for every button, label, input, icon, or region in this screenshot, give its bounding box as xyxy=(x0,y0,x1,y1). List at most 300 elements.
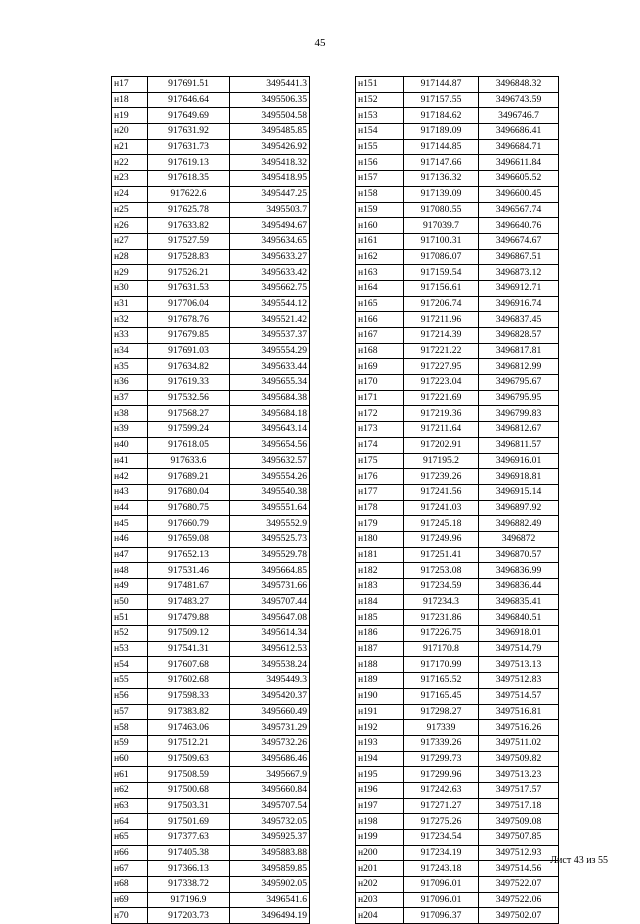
y-coordinate-cell: 3495707.44 xyxy=(230,594,310,610)
table-row xyxy=(356,265,559,281)
table-row xyxy=(356,328,559,344)
y-coordinate-cell: 3496872 xyxy=(479,531,559,547)
x-coordinate-cell: 917157.55 xyxy=(404,92,479,108)
x-coordinate-cell: 917366.13 xyxy=(148,861,230,877)
x-coordinate-cell: 917243.18 xyxy=(404,861,479,877)
y-coordinate-cell: 3495647.08 xyxy=(230,610,310,626)
table-row xyxy=(356,579,559,595)
point-id-cell: н65 xyxy=(112,830,148,846)
point-id-cell: н18 xyxy=(112,92,148,108)
y-coordinate-cell: 3496916.74 xyxy=(479,296,559,312)
y-coordinate-cell: 3495540.38 xyxy=(230,484,310,500)
x-coordinate-cell: 917338.72 xyxy=(148,877,230,893)
y-coordinate-cell: 3495494.67 xyxy=(230,218,310,234)
point-id-cell: н17 xyxy=(112,77,148,93)
y-coordinate-cell: 3495447.25 xyxy=(230,186,310,202)
point-id-cell: н54 xyxy=(112,657,148,673)
x-coordinate-cell: 917619.33 xyxy=(148,375,230,391)
y-coordinate-cell: 3495420.37 xyxy=(230,688,310,704)
x-coordinate-cell: 917223.04 xyxy=(404,375,479,391)
point-id-cell: н50 xyxy=(112,594,148,610)
point-id-cell: н166 xyxy=(356,312,404,328)
point-id-cell: н44 xyxy=(112,500,148,516)
point-id-cell: н169 xyxy=(356,359,404,375)
point-id-cell: н27 xyxy=(112,233,148,249)
point-id-cell: н68 xyxy=(112,877,148,893)
coordinates-table-left xyxy=(111,76,310,924)
x-coordinate-cell: 917221.22 xyxy=(404,343,479,359)
y-coordinate-cell: 3495525.73 xyxy=(230,531,310,547)
table-row xyxy=(112,531,310,547)
point-id-cell: н163 xyxy=(356,265,404,281)
table-row xyxy=(356,782,559,798)
table-row xyxy=(112,673,310,689)
x-coordinate-cell: 917541.31 xyxy=(148,641,230,657)
table-row xyxy=(356,233,559,249)
table-row xyxy=(112,610,310,626)
x-coordinate-cell: 917532.56 xyxy=(148,390,230,406)
table-row xyxy=(112,767,310,783)
table-row xyxy=(356,422,559,438)
point-id-cell: н57 xyxy=(112,704,148,720)
x-coordinate-cell: 917501.69 xyxy=(148,814,230,830)
point-id-cell: н30 xyxy=(112,280,148,296)
y-coordinate-cell: 3497502.07 xyxy=(479,908,559,924)
point-id-cell: н34 xyxy=(112,343,148,359)
table-row xyxy=(112,343,310,359)
table-row xyxy=(112,437,310,453)
table-row xyxy=(112,626,310,642)
y-coordinate-cell: 3495529.78 xyxy=(230,547,310,563)
table-row xyxy=(356,280,559,296)
point-id-cell: н28 xyxy=(112,249,148,265)
y-coordinate-cell: 3497511.02 xyxy=(479,735,559,751)
table-row xyxy=(356,359,559,375)
y-coordinate-cell: 3495632.57 xyxy=(230,453,310,469)
table-row xyxy=(112,861,310,877)
y-coordinate-cell: 3497509.08 xyxy=(479,814,559,830)
x-coordinate-cell: 917139.09 xyxy=(404,186,479,202)
x-coordinate-cell: 917234.19 xyxy=(404,845,479,861)
y-coordinate-cell: 3496836.44 xyxy=(479,579,559,595)
table-row xyxy=(112,484,310,500)
y-coordinate-cell: 3495732.05 xyxy=(230,814,310,830)
x-coordinate-cell: 917631.53 xyxy=(148,280,230,296)
x-coordinate-cell: 917659.08 xyxy=(148,531,230,547)
x-coordinate-cell: 917463.06 xyxy=(148,720,230,736)
table-row xyxy=(112,877,310,893)
y-coordinate-cell: 3495633.44 xyxy=(230,359,310,375)
x-coordinate-cell: 917096.37 xyxy=(404,908,479,924)
table-row xyxy=(356,296,559,312)
point-id-cell: н162 xyxy=(356,249,404,265)
x-coordinate-cell: 917080.55 xyxy=(404,202,479,218)
point-id-cell: н22 xyxy=(112,155,148,171)
x-coordinate-cell: 917527.59 xyxy=(148,233,230,249)
point-id-cell: н203 xyxy=(356,892,404,908)
y-coordinate-cell: 3496915.14 xyxy=(479,484,559,500)
x-coordinate-cell: 917242.63 xyxy=(404,782,479,798)
point-id-cell: н153 xyxy=(356,108,404,124)
y-coordinate-cell: 3495554.26 xyxy=(230,469,310,485)
y-coordinate-cell: 3495686.46 xyxy=(230,751,310,767)
page-number: 45 xyxy=(314,37,326,49)
table-row xyxy=(112,563,310,579)
x-coordinate-cell: 917339.26 xyxy=(404,735,479,751)
table-row xyxy=(112,688,310,704)
x-coordinate-cell: 917483.27 xyxy=(148,594,230,610)
y-coordinate-cell: 3496812.67 xyxy=(479,422,559,438)
point-id-cell: н179 xyxy=(356,516,404,532)
table-row xyxy=(356,610,559,626)
y-coordinate-cell: 3496840.51 xyxy=(479,610,559,626)
point-id-cell: н175 xyxy=(356,453,404,469)
y-coordinate-cell: 3496848.32 xyxy=(479,77,559,93)
table-row xyxy=(356,484,559,500)
x-coordinate-cell: 917226.75 xyxy=(404,626,479,642)
point-id-cell: н182 xyxy=(356,563,404,579)
x-coordinate-cell: 917221.69 xyxy=(404,390,479,406)
table-row xyxy=(112,500,310,516)
point-id-cell: н24 xyxy=(112,186,148,202)
y-coordinate-cell: 3496541.6 xyxy=(230,892,310,908)
y-coordinate-cell: 3495612.53 xyxy=(230,641,310,657)
y-coordinate-cell: 3495925.37 xyxy=(230,830,310,846)
point-id-cell: н168 xyxy=(356,343,404,359)
x-coordinate-cell: 917528.83 xyxy=(148,249,230,265)
table-row xyxy=(112,390,310,406)
x-coordinate-cell: 917625.78 xyxy=(148,202,230,218)
y-coordinate-cell: 3496600.45 xyxy=(479,186,559,202)
table-row xyxy=(112,186,310,202)
point-id-cell: н46 xyxy=(112,531,148,547)
table-row xyxy=(112,782,310,798)
point-id-cell: н183 xyxy=(356,579,404,595)
table-row xyxy=(112,814,310,830)
y-coordinate-cell: 3496897.92 xyxy=(479,500,559,516)
table-row xyxy=(112,830,310,846)
y-coordinate-cell: 3495449.3 xyxy=(230,673,310,689)
y-coordinate-cell: 3496686.41 xyxy=(479,124,559,140)
table-row xyxy=(356,186,559,202)
y-coordinate-cell: 3495485.85 xyxy=(230,124,310,140)
y-coordinate-cell: 3496743.59 xyxy=(479,92,559,108)
y-coordinate-cell: 3496918.81 xyxy=(479,469,559,485)
table-row xyxy=(112,124,310,140)
table-row xyxy=(112,233,310,249)
y-coordinate-cell: 3495883.88 xyxy=(230,845,310,861)
table-row xyxy=(112,641,310,657)
coordinates-table-right xyxy=(355,76,559,924)
table-row xyxy=(112,280,310,296)
x-coordinate-cell: 917271.27 xyxy=(404,798,479,814)
x-coordinate-cell: 917299.96 xyxy=(404,767,479,783)
point-id-cell: н32 xyxy=(112,312,148,328)
y-coordinate-cell: 3496812.99 xyxy=(479,359,559,375)
point-id-cell: н60 xyxy=(112,751,148,767)
x-coordinate-cell: 917509.63 xyxy=(148,751,230,767)
point-id-cell: н156 xyxy=(356,155,404,171)
table-row xyxy=(112,108,310,124)
y-coordinate-cell: 3495551.64 xyxy=(230,500,310,516)
point-id-cell: н69 xyxy=(112,892,148,908)
table-row xyxy=(356,469,559,485)
point-id-cell: н204 xyxy=(356,908,404,924)
point-id-cell: н189 xyxy=(356,673,404,689)
x-coordinate-cell: 917189.09 xyxy=(404,124,479,140)
table-row xyxy=(112,77,310,93)
x-coordinate-cell: 917214.39 xyxy=(404,328,479,344)
point-id-cell: н185 xyxy=(356,610,404,626)
y-coordinate-cell: 3495504.58 xyxy=(230,108,310,124)
point-id-cell: н158 xyxy=(356,186,404,202)
point-id-cell: н180 xyxy=(356,531,404,547)
x-coordinate-cell: 917039.7 xyxy=(404,218,479,234)
point-id-cell: н164 xyxy=(356,280,404,296)
x-coordinate-cell: 917691.51 xyxy=(148,77,230,93)
y-coordinate-cell: 3497513.23 xyxy=(479,767,559,783)
table-row xyxy=(112,92,310,108)
table-row xyxy=(356,155,559,171)
table-row xyxy=(112,579,310,595)
y-coordinate-cell: 3495664.85 xyxy=(230,563,310,579)
table-row xyxy=(112,171,310,187)
y-coordinate-cell: 3495426.92 xyxy=(230,139,310,155)
table-row xyxy=(356,108,559,124)
table-row xyxy=(356,626,559,642)
table-row xyxy=(112,202,310,218)
point-id-cell: н196 xyxy=(356,782,404,798)
y-coordinate-cell: 3496799.83 xyxy=(479,406,559,422)
point-id-cell: н66 xyxy=(112,845,148,861)
point-id-cell: н165 xyxy=(356,296,404,312)
x-coordinate-cell: 917195.2 xyxy=(404,453,479,469)
x-coordinate-cell: 917144.87 xyxy=(404,77,479,93)
table-row xyxy=(356,657,559,673)
point-id-cell: н31 xyxy=(112,296,148,312)
sheet-label: Лист 43 из 55 xyxy=(550,855,608,866)
table-row xyxy=(356,563,559,579)
table-row xyxy=(356,202,559,218)
point-id-cell: н48 xyxy=(112,563,148,579)
y-coordinate-cell: 3497516.26 xyxy=(479,720,559,736)
y-coordinate-cell: 3496674.67 xyxy=(479,233,559,249)
table-row xyxy=(112,328,310,344)
table-row xyxy=(112,406,310,422)
x-coordinate-cell: 917239.26 xyxy=(404,469,479,485)
y-coordinate-cell: 3495643.14 xyxy=(230,422,310,438)
point-id-cell: н37 xyxy=(112,390,148,406)
point-id-cell: н188 xyxy=(356,657,404,673)
point-id-cell: н186 xyxy=(356,626,404,642)
point-id-cell: н198 xyxy=(356,814,404,830)
table-row xyxy=(112,296,310,312)
y-coordinate-cell: 3495633.27 xyxy=(230,249,310,265)
y-coordinate-cell: 3496916.01 xyxy=(479,453,559,469)
x-coordinate-cell: 917680.75 xyxy=(148,500,230,516)
x-coordinate-cell: 917170.8 xyxy=(404,641,479,657)
x-coordinate-cell: 917599.24 xyxy=(148,422,230,438)
x-coordinate-cell: 917251.41 xyxy=(404,547,479,563)
y-coordinate-cell: 3496611.84 xyxy=(479,155,559,171)
x-coordinate-cell: 917509.12 xyxy=(148,626,230,642)
x-coordinate-cell: 917568.27 xyxy=(148,406,230,422)
x-coordinate-cell: 917184.62 xyxy=(404,108,479,124)
x-coordinate-cell: 917481.67 xyxy=(148,579,230,595)
table-row xyxy=(112,908,310,924)
y-coordinate-cell: 3495521.42 xyxy=(230,312,310,328)
y-coordinate-cell: 3496835.41 xyxy=(479,594,559,610)
x-coordinate-cell: 917602.68 xyxy=(148,673,230,689)
x-coordinate-cell: 917618.35 xyxy=(148,171,230,187)
point-id-cell: н160 xyxy=(356,218,404,234)
table-row xyxy=(356,594,559,610)
x-coordinate-cell: 917211.64 xyxy=(404,422,479,438)
table-row xyxy=(356,673,559,689)
x-coordinate-cell: 917383.82 xyxy=(148,704,230,720)
x-coordinate-cell: 917405.38 xyxy=(148,845,230,861)
point-id-cell: н19 xyxy=(112,108,148,124)
point-id-cell: н25 xyxy=(112,202,148,218)
x-coordinate-cell: 917241.03 xyxy=(404,500,479,516)
table-row xyxy=(356,641,559,657)
table-row xyxy=(356,139,559,155)
point-id-cell: н38 xyxy=(112,406,148,422)
table-row xyxy=(112,845,310,861)
y-coordinate-cell: 3497514.56 xyxy=(479,861,559,877)
y-coordinate-cell: 3497522.07 xyxy=(479,877,559,893)
x-coordinate-cell: 917508.59 xyxy=(148,767,230,783)
y-coordinate-cell: 3495731.66 xyxy=(230,579,310,595)
y-coordinate-cell: 3496795.67 xyxy=(479,375,559,391)
x-coordinate-cell: 917377.63 xyxy=(148,830,230,846)
x-coordinate-cell: 917170.99 xyxy=(404,657,479,673)
point-id-cell: н152 xyxy=(356,92,404,108)
point-id-cell: н21 xyxy=(112,139,148,155)
point-id-cell: н154 xyxy=(356,124,404,140)
y-coordinate-cell: 3496746.7 xyxy=(479,108,559,124)
point-id-cell: н62 xyxy=(112,782,148,798)
table-row xyxy=(356,437,559,453)
y-coordinate-cell: 3496870.57 xyxy=(479,547,559,563)
table-row xyxy=(112,265,310,281)
table-row xyxy=(112,720,310,736)
y-coordinate-cell: 3496912.71 xyxy=(479,280,559,296)
table-row xyxy=(112,139,310,155)
table-row xyxy=(356,830,559,846)
point-id-cell: н51 xyxy=(112,610,148,626)
point-id-cell: н23 xyxy=(112,171,148,187)
point-id-cell: н56 xyxy=(112,688,148,704)
y-coordinate-cell: 3495538.24 xyxy=(230,657,310,673)
point-id-cell: н171 xyxy=(356,390,404,406)
y-coordinate-cell: 3495660.84 xyxy=(230,782,310,798)
x-coordinate-cell: 917234.54 xyxy=(404,830,479,846)
x-coordinate-cell: 917678.76 xyxy=(148,312,230,328)
x-coordinate-cell: 917219.36 xyxy=(404,406,479,422)
x-coordinate-cell: 917691.03 xyxy=(148,343,230,359)
table-row xyxy=(356,500,559,516)
table-row xyxy=(356,218,559,234)
table-row xyxy=(356,704,559,720)
point-id-cell: н197 xyxy=(356,798,404,814)
x-coordinate-cell: 917634.82 xyxy=(148,359,230,375)
point-id-cell: н29 xyxy=(112,265,148,281)
point-id-cell: н191 xyxy=(356,704,404,720)
point-id-cell: н190 xyxy=(356,688,404,704)
x-coordinate-cell: 917619.13 xyxy=(148,155,230,171)
x-coordinate-cell: 917631.73 xyxy=(148,139,230,155)
table-row xyxy=(356,171,559,187)
y-coordinate-cell: 3495503.7 xyxy=(230,202,310,218)
point-id-cell: н201 xyxy=(356,861,404,877)
x-coordinate-cell: 917607.68 xyxy=(148,657,230,673)
table-row xyxy=(356,453,559,469)
point-id-cell: н181 xyxy=(356,547,404,563)
point-id-cell: н55 xyxy=(112,673,148,689)
table-row xyxy=(356,814,559,830)
x-coordinate-cell: 917159.54 xyxy=(404,265,479,281)
y-coordinate-cell: 3495667.9 xyxy=(230,767,310,783)
table-row xyxy=(112,469,310,485)
x-coordinate-cell: 917227.95 xyxy=(404,359,479,375)
point-id-cell: н178 xyxy=(356,500,404,516)
point-id-cell: н67 xyxy=(112,861,148,877)
y-coordinate-cell: 3497517.57 xyxy=(479,782,559,798)
point-id-cell: н45 xyxy=(112,516,148,532)
table-row xyxy=(112,547,310,563)
table-row xyxy=(356,312,559,328)
point-id-cell: н200 xyxy=(356,845,404,861)
point-id-cell: н47 xyxy=(112,547,148,563)
table-row xyxy=(112,218,310,234)
point-id-cell: н161 xyxy=(356,233,404,249)
table-row xyxy=(112,751,310,767)
point-id-cell: н159 xyxy=(356,202,404,218)
y-coordinate-cell: 3497516.81 xyxy=(479,704,559,720)
y-coordinate-cell: 3497514.57 xyxy=(479,688,559,704)
x-coordinate-cell: 917660.79 xyxy=(148,516,230,532)
y-coordinate-cell: 3495554.29 xyxy=(230,343,310,359)
y-coordinate-cell: 3497517.18 xyxy=(479,798,559,814)
x-coordinate-cell: 917298.27 xyxy=(404,704,479,720)
y-coordinate-cell: 3496684.71 xyxy=(479,139,559,155)
y-coordinate-cell: 3495732.26 xyxy=(230,735,310,751)
table-row xyxy=(356,124,559,140)
x-coordinate-cell: 917633.6 xyxy=(148,453,230,469)
y-coordinate-cell: 3496882.49 xyxy=(479,516,559,532)
x-coordinate-cell: 917211.96 xyxy=(404,312,479,328)
x-coordinate-cell: 917165.45 xyxy=(404,688,479,704)
table-row xyxy=(356,798,559,814)
y-coordinate-cell: 3497509.82 xyxy=(479,751,559,767)
x-coordinate-cell: 917633.82 xyxy=(148,218,230,234)
table-row xyxy=(112,892,310,908)
x-coordinate-cell: 917512.21 xyxy=(148,735,230,751)
point-id-cell: н70 xyxy=(112,908,148,924)
x-coordinate-cell: 917096.01 xyxy=(404,892,479,908)
x-coordinate-cell: 917649.69 xyxy=(148,108,230,124)
x-coordinate-cell: 917275.26 xyxy=(404,814,479,830)
x-coordinate-cell: 917206.74 xyxy=(404,296,479,312)
table-row xyxy=(112,594,310,610)
point-id-cell: н199 xyxy=(356,830,404,846)
y-coordinate-cell: 3495544.12 xyxy=(230,296,310,312)
point-id-cell: н26 xyxy=(112,218,148,234)
y-coordinate-cell: 3496836.99 xyxy=(479,563,559,579)
point-id-cell: н172 xyxy=(356,406,404,422)
x-coordinate-cell: 917156.61 xyxy=(404,280,479,296)
